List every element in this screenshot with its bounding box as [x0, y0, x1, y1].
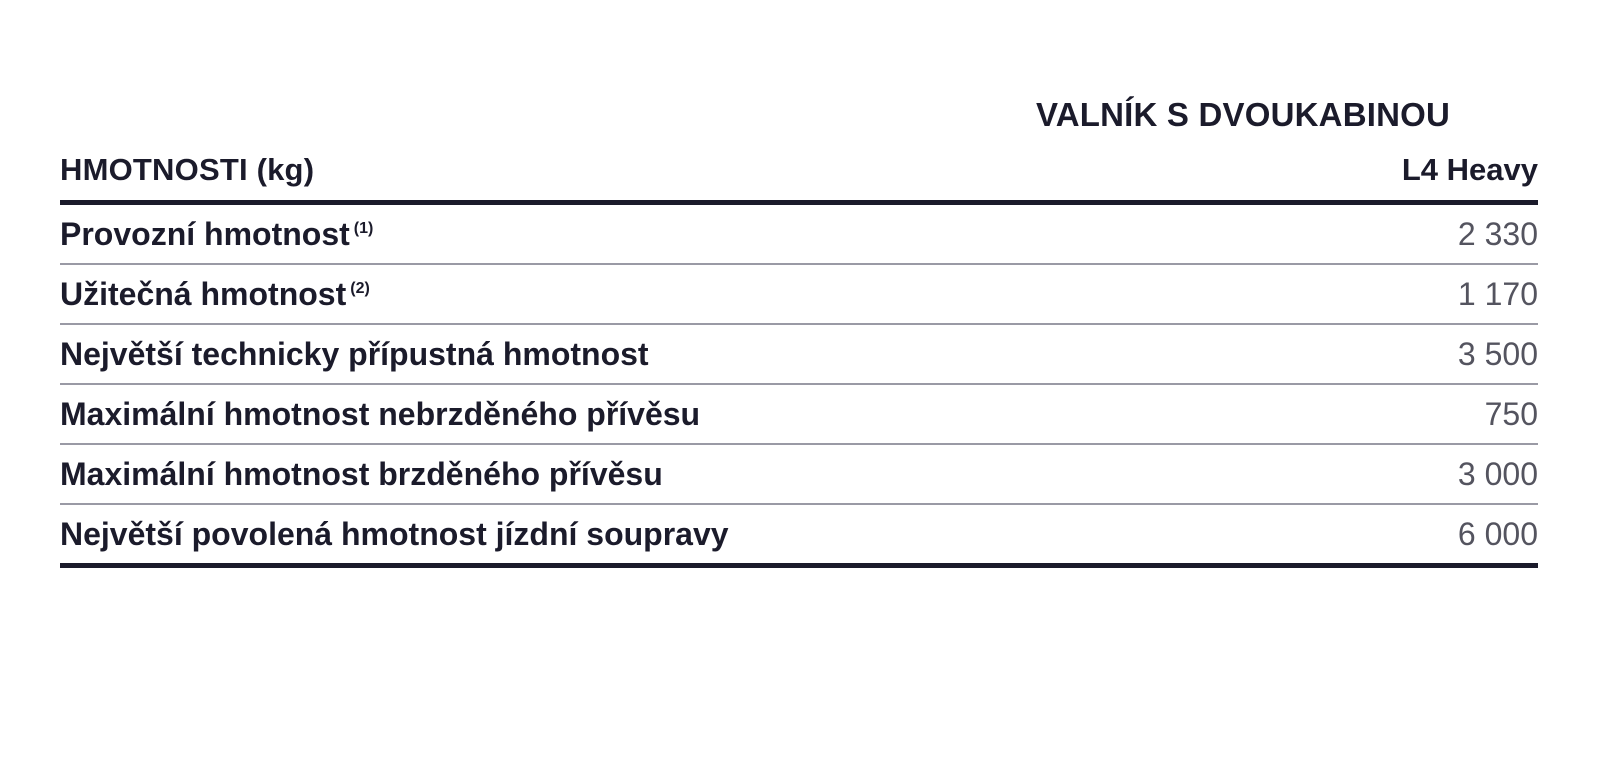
row-value: 1 170 — [948, 264, 1538, 324]
row-value: 2 330 — [948, 203, 1538, 265]
row-value: 3 000 — [948, 444, 1538, 504]
table-row — [60, 504, 1538, 566]
row-label-text: Maximální hmotnost brzděného přívěsu — [60, 456, 663, 492]
table-row — [60, 324, 1538, 384]
group-header-title: VALNÍK S DVOUKABINOU — [1035, 96, 1451, 133]
table-row — [60, 384, 1538, 444]
row-label-text: Největší povolená hmotnost jízdní soupravy — [60, 516, 729, 552]
row-label-text: Užitečná hmotnost — [60, 276, 347, 312]
table-row — [60, 203, 1538, 265]
row-label-footnote: (1) — [353, 220, 374, 238]
row-label — [60, 324, 948, 384]
row-label-text: Provozní hmotnost — [60, 216, 350, 252]
row-label-text: Maximální hmotnost nebrzděného přívěsu — [60, 396, 701, 432]
group-header-spacer — [60, 96, 948, 134]
row-value: 3 500 — [948, 324, 1538, 384]
table-row — [60, 264, 1538, 324]
group-header-row — [60, 96, 1538, 134]
row-label — [60, 504, 948, 566]
table-row — [60, 444, 1538, 504]
row-header-label: HMOTNOSTI (kg) — [60, 134, 948, 203]
row-label-text: Největší technicky přípustná hmotnost — [60, 336, 649, 372]
row-label — [60, 444, 948, 504]
row-label — [60, 203, 948, 265]
row-label — [60, 384, 948, 444]
row-label-footnote: (2) — [350, 280, 370, 298]
row-value: 6 000 — [948, 504, 1538, 566]
column-header-l4-heavy: L4 Heavy — [948, 134, 1538, 203]
row-label — [60, 264, 948, 324]
weights-spec-table — [60, 96, 1538, 568]
row-value: 750 — [948, 384, 1538, 444]
column-header-row — [60, 134, 1538, 203]
